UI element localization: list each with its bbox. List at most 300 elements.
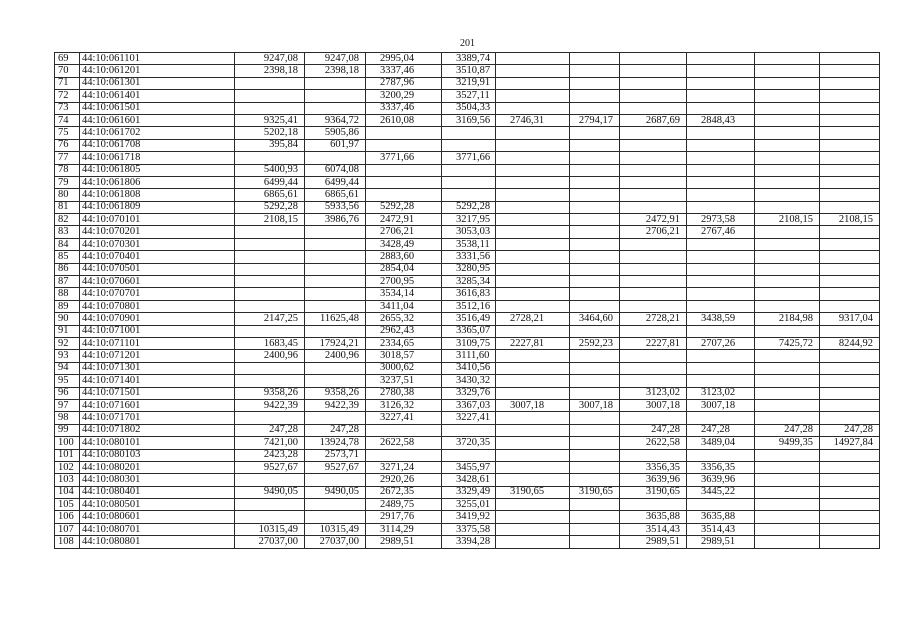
min-value-2-cell: 2700,95 bbox=[366, 276, 442, 288]
min-value-2-cell: 2787,96 bbox=[366, 77, 442, 89]
max-value-1-cell: 9364,72 bbox=[305, 114, 366, 126]
min-value-4-cell: 2472,91 bbox=[620, 214, 687, 226]
max-value-2-cell: 5292,28 bbox=[442, 201, 496, 213]
cadastral-values-table bbox=[54, 52, 880, 549]
min-value-5-cell bbox=[755, 164, 820, 176]
max-value-3-cell bbox=[570, 461, 620, 473]
row-number-cell: 107 bbox=[55, 523, 80, 535]
max-value-3-cell bbox=[570, 90, 620, 102]
min-value-3-cell bbox=[496, 461, 570, 473]
max-value-3-cell bbox=[570, 474, 620, 486]
min-value-4-cell: 2227,81 bbox=[620, 337, 687, 349]
min-value-4-cell: 2706,21 bbox=[620, 226, 687, 238]
min-value-3-cell bbox=[496, 176, 570, 188]
table-row bbox=[55, 53, 880, 65]
min-value-4-cell bbox=[620, 449, 687, 461]
max-value-1-cell bbox=[305, 499, 366, 511]
min-value-2-cell: 2622,58 bbox=[366, 437, 442, 449]
min-value-3-cell bbox=[496, 288, 570, 300]
max-value-4-cell bbox=[687, 350, 755, 362]
min-value-3-cell bbox=[496, 375, 570, 387]
cadastral-quarter-cell: 44:10:071601 bbox=[80, 399, 235, 411]
max-value-2-cell: 3375,58 bbox=[442, 523, 496, 535]
min-value-3-cell bbox=[496, 536, 570, 548]
max-value-2-cell bbox=[442, 449, 496, 461]
cadastral-quarter-cell: 44:10:061806 bbox=[80, 176, 235, 188]
max-value-1-cell: 6865,61 bbox=[305, 189, 366, 201]
table-row bbox=[55, 499, 880, 511]
min-value-4-cell bbox=[620, 276, 687, 288]
min-value-1-cell bbox=[235, 226, 305, 238]
min-value-4-cell bbox=[620, 350, 687, 362]
min-value-4-cell bbox=[620, 201, 687, 213]
max-value-5-cell bbox=[820, 474, 880, 486]
min-value-2-cell: 2780,38 bbox=[366, 387, 442, 399]
row-number-cell: 74 bbox=[55, 114, 80, 126]
min-value-1-cell bbox=[235, 375, 305, 387]
min-value-1-cell: 2423,28 bbox=[235, 449, 305, 461]
max-value-2-cell bbox=[442, 176, 496, 188]
max-value-2-cell: 3616,83 bbox=[442, 288, 496, 300]
min-value-1-cell bbox=[235, 288, 305, 300]
min-value-2-cell: 3428,49 bbox=[366, 238, 442, 250]
max-value-5-cell bbox=[820, 90, 880, 102]
cadastral-quarter-cell: 44:10:061805 bbox=[80, 164, 235, 176]
min-value-3-cell bbox=[496, 77, 570, 89]
max-value-4-cell bbox=[687, 288, 755, 300]
max-value-1-cell: 10315,49 bbox=[305, 523, 366, 535]
max-value-1-cell: 5933,56 bbox=[305, 201, 366, 213]
min-value-5-cell bbox=[755, 152, 820, 164]
max-value-3-cell bbox=[570, 238, 620, 250]
row-number-cell: 73 bbox=[55, 102, 80, 114]
row-number-cell: 104 bbox=[55, 486, 80, 498]
min-value-5-cell: 9499,35 bbox=[755, 437, 820, 449]
min-value-1-cell: 1683,45 bbox=[235, 337, 305, 349]
cadastral-quarter-cell: 44:10:071401 bbox=[80, 375, 235, 387]
min-value-2-cell bbox=[366, 139, 442, 151]
max-value-5-cell bbox=[820, 238, 880, 250]
max-value-5-cell bbox=[820, 164, 880, 176]
min-value-4-cell bbox=[620, 152, 687, 164]
min-value-2-cell: 2962,43 bbox=[366, 325, 442, 337]
row-number-cell: 69 bbox=[55, 53, 80, 65]
max-value-1-cell bbox=[305, 251, 366, 263]
max-value-3-cell bbox=[570, 350, 620, 362]
table-row bbox=[55, 474, 880, 486]
min-value-4-cell: 3007,18 bbox=[620, 399, 687, 411]
min-value-5-cell bbox=[755, 251, 820, 263]
page-number: 201 bbox=[460, 38, 475, 49]
max-value-3-cell: 3007,18 bbox=[570, 399, 620, 411]
max-value-1-cell bbox=[305, 375, 366, 387]
max-value-2-cell: 3111,60 bbox=[442, 350, 496, 362]
row-number-cell: 94 bbox=[55, 362, 80, 374]
max-value-4-cell: 3489,04 bbox=[687, 437, 755, 449]
max-value-5-cell bbox=[820, 412, 880, 424]
max-value-5-cell bbox=[820, 399, 880, 411]
table-body bbox=[55, 53, 880, 549]
max-value-5-cell bbox=[820, 152, 880, 164]
min-value-2-cell: 2854,04 bbox=[366, 263, 442, 275]
max-value-3-cell bbox=[570, 449, 620, 461]
min-value-3-cell: 2227,81 bbox=[496, 337, 570, 349]
table-row bbox=[55, 189, 880, 201]
max-value-3-cell bbox=[570, 189, 620, 201]
table-row bbox=[55, 424, 880, 436]
cadastral-quarter-cell: 44:10:080201 bbox=[80, 461, 235, 473]
min-value-2-cell: 2655,32 bbox=[366, 313, 442, 325]
max-value-5-cell bbox=[820, 288, 880, 300]
table-row bbox=[55, 226, 880, 238]
max-value-5-cell: 2108,15 bbox=[820, 214, 880, 226]
max-value-5-cell bbox=[820, 375, 880, 387]
table-row bbox=[55, 313, 880, 325]
max-value-4-cell bbox=[687, 53, 755, 65]
cadastral-quarter-cell: 44:10:070401 bbox=[80, 251, 235, 263]
min-value-3-cell bbox=[496, 412, 570, 424]
min-value-3-cell: 2746,31 bbox=[496, 114, 570, 126]
max-value-3-cell bbox=[570, 536, 620, 548]
row-number-cell: 101 bbox=[55, 449, 80, 461]
max-value-1-cell: 11625,48 bbox=[305, 313, 366, 325]
min-value-5-cell bbox=[755, 499, 820, 511]
max-value-5-cell bbox=[820, 127, 880, 139]
cadastral-quarter-cell: 44:10:070901 bbox=[80, 313, 235, 325]
cadastral-quarter-cell: 44:10:071701 bbox=[80, 412, 235, 424]
row-number-cell: 96 bbox=[55, 387, 80, 399]
max-value-4-cell bbox=[687, 325, 755, 337]
min-value-5-cell bbox=[755, 399, 820, 411]
table-row bbox=[55, 449, 880, 461]
max-value-4-cell bbox=[687, 77, 755, 89]
min-value-4-cell bbox=[620, 412, 687, 424]
min-value-4-cell bbox=[620, 300, 687, 312]
min-value-5-cell bbox=[755, 139, 820, 151]
min-value-1-cell: 5292,28 bbox=[235, 201, 305, 213]
max-value-3-cell bbox=[570, 139, 620, 151]
cadastral-quarter-cell: 44:10:080301 bbox=[80, 474, 235, 486]
table-row bbox=[55, 77, 880, 89]
max-value-2-cell bbox=[442, 127, 496, 139]
min-value-1-cell bbox=[235, 499, 305, 511]
max-value-2-cell: 3455,97 bbox=[442, 461, 496, 473]
cadastral-quarter-cell: 44:10:071802 bbox=[80, 424, 235, 436]
table-row bbox=[55, 152, 880, 164]
cadastral-quarter-cell: 44:10:080501 bbox=[80, 499, 235, 511]
min-value-1-cell bbox=[235, 300, 305, 312]
min-value-5-cell bbox=[755, 536, 820, 548]
max-value-4-cell: 2848,43 bbox=[687, 114, 755, 126]
max-value-3-cell bbox=[570, 77, 620, 89]
max-value-3-cell bbox=[570, 214, 620, 226]
max-value-4-cell: 3635,88 bbox=[687, 511, 755, 523]
min-value-4-cell bbox=[620, 102, 687, 114]
min-value-3-cell bbox=[496, 214, 570, 226]
min-value-5-cell bbox=[755, 288, 820, 300]
min-value-2-cell: 3534,14 bbox=[366, 288, 442, 300]
max-value-2-cell: 3217,95 bbox=[442, 214, 496, 226]
cadastral-quarter-cell: 44:10:070101 bbox=[80, 214, 235, 226]
row-number-cell: 95 bbox=[55, 375, 80, 387]
row-number-cell: 86 bbox=[55, 263, 80, 275]
cadastral-quarter-cell: 44:10:070801 bbox=[80, 300, 235, 312]
cadastral-quarter-cell: 44:10:071501 bbox=[80, 387, 235, 399]
min-value-4-cell: 3635,88 bbox=[620, 511, 687, 523]
min-value-4-cell bbox=[620, 288, 687, 300]
min-value-4-cell: 3123,02 bbox=[620, 387, 687, 399]
row-number-cell: 98 bbox=[55, 412, 80, 424]
max-value-2-cell: 3410,56 bbox=[442, 362, 496, 374]
max-value-2-cell: 3367,03 bbox=[442, 399, 496, 411]
min-value-1-cell: 247,28 bbox=[235, 424, 305, 436]
min-value-2-cell: 2920,26 bbox=[366, 474, 442, 486]
min-value-2-cell: 3126,32 bbox=[366, 399, 442, 411]
min-value-4-cell: 3639,96 bbox=[620, 474, 687, 486]
row-number-cell: 78 bbox=[55, 164, 80, 176]
max-value-1-cell bbox=[305, 325, 366, 337]
min-value-1-cell bbox=[235, 276, 305, 288]
row-number-cell: 71 bbox=[55, 77, 80, 89]
max-value-4-cell bbox=[687, 201, 755, 213]
max-value-1-cell bbox=[305, 263, 366, 275]
max-value-5-cell: 247,28 bbox=[820, 424, 880, 436]
max-value-4-cell bbox=[687, 139, 755, 151]
min-value-5-cell bbox=[755, 53, 820, 65]
row-number-cell: 84 bbox=[55, 238, 80, 250]
max-value-5-cell bbox=[820, 201, 880, 213]
min-value-3-cell bbox=[496, 449, 570, 461]
min-value-2-cell: 3337,46 bbox=[366, 102, 442, 114]
max-value-3-cell bbox=[570, 102, 620, 114]
max-value-2-cell: 3538,11 bbox=[442, 238, 496, 250]
cadastral-quarter-cell: 44:10:061101 bbox=[80, 53, 235, 65]
table-row bbox=[55, 214, 880, 226]
min-value-5-cell bbox=[755, 449, 820, 461]
min-value-5-cell bbox=[755, 102, 820, 114]
row-number-cell: 76 bbox=[55, 139, 80, 151]
min-value-5-cell bbox=[755, 511, 820, 523]
max-value-4-cell bbox=[687, 189, 755, 201]
max-value-1-cell: 27037,00 bbox=[305, 536, 366, 548]
table-row bbox=[55, 325, 880, 337]
max-value-2-cell bbox=[442, 139, 496, 151]
table-row bbox=[55, 238, 880, 250]
max-value-4-cell bbox=[687, 412, 755, 424]
max-value-3-cell bbox=[570, 152, 620, 164]
min-value-3-cell bbox=[496, 437, 570, 449]
min-value-5-cell bbox=[755, 350, 820, 362]
table-row bbox=[55, 300, 880, 312]
min-value-2-cell: 2917,76 bbox=[366, 511, 442, 523]
max-value-4-cell: 3438,59 bbox=[687, 313, 755, 325]
min-value-2-cell: 2706,21 bbox=[366, 226, 442, 238]
min-value-5-cell bbox=[755, 189, 820, 201]
min-value-3-cell: 2728,21 bbox=[496, 313, 570, 325]
max-value-4-cell bbox=[687, 300, 755, 312]
max-value-3-cell bbox=[570, 176, 620, 188]
max-value-4-cell: 247,28 bbox=[687, 424, 755, 436]
min-value-3-cell bbox=[496, 201, 570, 213]
min-value-3-cell bbox=[496, 152, 570, 164]
max-value-4-cell: 2973,58 bbox=[687, 214, 755, 226]
max-value-1-cell bbox=[305, 288, 366, 300]
cadastral-quarter-cell: 44:10:070201 bbox=[80, 226, 235, 238]
max-value-4-cell bbox=[687, 362, 755, 374]
min-value-3-cell bbox=[496, 499, 570, 511]
max-value-5-cell bbox=[820, 536, 880, 548]
min-value-5-cell bbox=[755, 362, 820, 374]
table-row bbox=[55, 251, 880, 263]
min-value-1-cell: 9527,67 bbox=[235, 461, 305, 473]
max-value-5-cell bbox=[820, 77, 880, 89]
max-value-4-cell: 2707,26 bbox=[687, 337, 755, 349]
max-value-1-cell bbox=[305, 362, 366, 374]
table-row bbox=[55, 437, 880, 449]
table-row bbox=[55, 486, 880, 498]
min-value-4-cell bbox=[620, 362, 687, 374]
max-value-3-cell bbox=[570, 65, 620, 77]
min-value-1-cell bbox=[235, 238, 305, 250]
min-value-2-cell: 2472,91 bbox=[366, 214, 442, 226]
min-value-5-cell bbox=[755, 461, 820, 473]
table-row bbox=[55, 523, 880, 535]
table-row bbox=[55, 127, 880, 139]
max-value-1-cell: 2573,71 bbox=[305, 449, 366, 461]
row-number-cell: 105 bbox=[55, 499, 80, 511]
max-value-1-cell bbox=[305, 511, 366, 523]
max-value-2-cell: 3329,76 bbox=[442, 387, 496, 399]
min-value-1-cell: 5400,93 bbox=[235, 164, 305, 176]
row-number-cell: 103 bbox=[55, 474, 80, 486]
min-value-2-cell: 2610,08 bbox=[366, 114, 442, 126]
row-number-cell: 100 bbox=[55, 437, 80, 449]
max-value-3-cell: 3190,65 bbox=[570, 486, 620, 498]
max-value-3-cell bbox=[570, 437, 620, 449]
min-value-2-cell: 3000,62 bbox=[366, 362, 442, 374]
max-value-2-cell: 3053,03 bbox=[442, 226, 496, 238]
max-value-4-cell: 3007,18 bbox=[687, 399, 755, 411]
min-value-3-cell bbox=[496, 350, 570, 362]
cadastral-quarter-cell: 44:10:061601 bbox=[80, 114, 235, 126]
table-row bbox=[55, 164, 880, 176]
cadastral-quarter-cell: 44:10:070601 bbox=[80, 276, 235, 288]
max-value-4-cell: 3356,35 bbox=[687, 461, 755, 473]
max-value-2-cell bbox=[442, 424, 496, 436]
cadastral-quarter-cell: 44:10:061702 bbox=[80, 127, 235, 139]
max-value-3-cell bbox=[570, 201, 620, 213]
min-value-5-cell bbox=[755, 474, 820, 486]
max-value-1-cell: 2400,96 bbox=[305, 350, 366, 362]
table-row bbox=[55, 276, 880, 288]
min-value-2-cell: 2334,65 bbox=[366, 337, 442, 349]
min-value-4-cell bbox=[620, 375, 687, 387]
min-value-5-cell bbox=[755, 412, 820, 424]
min-value-2-cell: 2989,51 bbox=[366, 536, 442, 548]
min-value-4-cell: 2687,69 bbox=[620, 114, 687, 126]
min-value-1-cell: 2398,18 bbox=[235, 65, 305, 77]
table-row bbox=[55, 263, 880, 275]
table-row bbox=[55, 139, 880, 151]
min-value-1-cell bbox=[235, 102, 305, 114]
max-value-1-cell: 9527,67 bbox=[305, 461, 366, 473]
cadastral-quarter-cell: 44:10:061301 bbox=[80, 77, 235, 89]
max-value-1-cell: 13924,78 bbox=[305, 437, 366, 449]
min-value-2-cell: 3018,57 bbox=[366, 350, 442, 362]
max-value-2-cell: 3512,16 bbox=[442, 300, 496, 312]
table-row bbox=[55, 350, 880, 362]
min-value-3-cell bbox=[496, 362, 570, 374]
min-value-5-cell bbox=[755, 77, 820, 89]
max-value-5-cell bbox=[820, 189, 880, 201]
max-value-1-cell: 3986,76 bbox=[305, 214, 366, 226]
max-value-5-cell bbox=[820, 449, 880, 461]
min-value-1-cell: 10315,49 bbox=[235, 523, 305, 535]
max-value-5-cell bbox=[820, 325, 880, 337]
row-number-cell: 90 bbox=[55, 313, 80, 325]
max-value-1-cell: 247,28 bbox=[305, 424, 366, 436]
table-row bbox=[55, 511, 880, 523]
max-value-3-cell bbox=[570, 523, 620, 535]
min-value-3-cell bbox=[496, 139, 570, 151]
max-value-4-cell bbox=[687, 449, 755, 461]
min-value-1-cell bbox=[235, 474, 305, 486]
min-value-1-cell bbox=[235, 263, 305, 275]
max-value-4-cell bbox=[687, 499, 755, 511]
max-value-2-cell: 3428,61 bbox=[442, 474, 496, 486]
min-value-5-cell: 2184,98 bbox=[755, 313, 820, 325]
max-value-3-cell bbox=[570, 375, 620, 387]
max-value-4-cell bbox=[687, 127, 755, 139]
max-value-5-cell bbox=[820, 461, 880, 473]
min-value-2-cell: 3337,46 bbox=[366, 65, 442, 77]
min-value-1-cell: 395,84 bbox=[235, 139, 305, 151]
min-value-4-cell bbox=[620, 176, 687, 188]
min-value-3-cell bbox=[496, 276, 570, 288]
row-number-cell: 70 bbox=[55, 65, 80, 77]
max-value-2-cell: 3169,56 bbox=[442, 114, 496, 126]
max-value-1-cell bbox=[305, 276, 366, 288]
max-value-3-cell bbox=[570, 499, 620, 511]
max-value-3-cell bbox=[570, 53, 620, 65]
max-value-3-cell: 3464,60 bbox=[570, 313, 620, 325]
min-value-2-cell: 3237,51 bbox=[366, 375, 442, 387]
table-row bbox=[55, 399, 880, 411]
min-value-2-cell: 2672,35 bbox=[366, 486, 442, 498]
cadastral-quarter-cell: 44:10:071101 bbox=[80, 337, 235, 349]
min-value-5-cell bbox=[755, 276, 820, 288]
max-value-5-cell bbox=[820, 251, 880, 263]
max-value-4-cell: 3514,43 bbox=[687, 523, 755, 535]
max-value-1-cell bbox=[305, 238, 366, 250]
max-value-1-cell bbox=[305, 474, 366, 486]
min-value-2-cell bbox=[366, 424, 442, 436]
min-value-4-cell: 247,28 bbox=[620, 424, 687, 436]
max-value-4-cell bbox=[687, 102, 755, 114]
min-value-2-cell bbox=[366, 164, 442, 176]
max-value-1-cell bbox=[305, 300, 366, 312]
min-value-2-cell: 3114,29 bbox=[366, 523, 442, 535]
max-value-5-cell bbox=[820, 350, 880, 362]
max-value-2-cell: 3394,28 bbox=[442, 536, 496, 548]
max-value-4-cell bbox=[687, 152, 755, 164]
min-value-3-cell: 3007,18 bbox=[496, 399, 570, 411]
cadastral-quarter-cell: 44:10:071201 bbox=[80, 350, 235, 362]
max-value-1-cell: 9422,39 bbox=[305, 399, 366, 411]
max-value-2-cell: 3365,07 bbox=[442, 325, 496, 337]
min-value-2-cell: 2883,60 bbox=[366, 251, 442, 263]
max-value-1-cell: 601,97 bbox=[305, 139, 366, 151]
